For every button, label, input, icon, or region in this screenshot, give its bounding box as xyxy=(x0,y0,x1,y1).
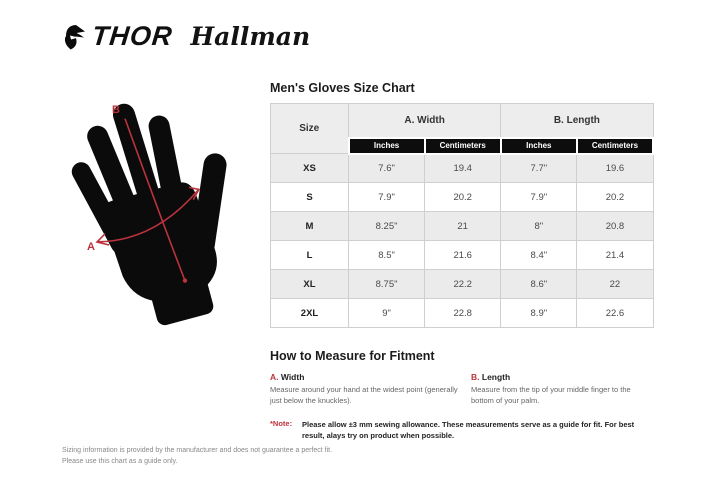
value-cell: 19.4 xyxy=(425,154,501,183)
width-centimeters-header: Centimeters xyxy=(425,138,501,154)
thor-logo-text: THOR xyxy=(90,21,175,51)
disclaimer xyxy=(62,446,332,467)
glove-label-a: A xyxy=(87,241,95,253)
thor-logo xyxy=(62,22,173,51)
fitment-title: How to Measure for Fitment xyxy=(270,349,435,363)
measure-length-name: Length xyxy=(481,372,511,382)
size-column-header: Size xyxy=(271,104,349,154)
measure-length-description: Measure from the tip of your middle finger to the bottom of your palm. xyxy=(471,385,631,405)
value-cell: 22.6 xyxy=(577,299,653,328)
value-cell: 8.75" xyxy=(349,270,425,299)
table-row xyxy=(271,212,654,241)
value-cell: 19.6 xyxy=(577,154,653,183)
hallman-logo-text: Hallman xyxy=(190,21,311,51)
size-cell: XL xyxy=(271,270,349,299)
size-cell: M xyxy=(271,212,349,241)
value-cell: 8.4" xyxy=(501,241,577,270)
length-inches-header: Inches xyxy=(501,138,577,154)
measure-width-description: Measure around your hand at the widest point (generally just below the knuckles). xyxy=(270,385,458,405)
measure-width-section xyxy=(270,372,464,407)
value-cell: 21.4 xyxy=(577,241,653,270)
value-cell: 7.6" xyxy=(349,154,425,183)
table-row xyxy=(271,270,654,299)
value-cell: 20.2 xyxy=(577,183,653,212)
width-inches-header: Inches xyxy=(349,138,425,154)
measure-length-section xyxy=(471,372,655,407)
table-row xyxy=(271,183,654,212)
table-group-header-row xyxy=(271,104,654,138)
value-cell: 8.9" xyxy=(501,299,577,328)
size-cell: XS xyxy=(271,154,349,183)
value-cell: 20.2 xyxy=(425,183,501,212)
value-cell: 8.5" xyxy=(349,241,425,270)
value-cell: 8" xyxy=(501,212,577,241)
thor-helmet-icon xyxy=(62,22,88,51)
brand-logos xyxy=(62,22,310,51)
length-group-header: B. Length xyxy=(501,104,653,138)
value-cell: 7.7" xyxy=(501,154,577,183)
value-cell: 22.2 xyxy=(425,270,501,299)
value-cell: 21 xyxy=(425,212,501,241)
value-cell: 7.9" xyxy=(501,183,577,212)
table-row xyxy=(271,154,654,183)
width-group-header: A. Width xyxy=(349,104,501,138)
disclaimer-line-1: Sizing information is provided by the manufacturer and does not guarantee a perfect fit. xyxy=(62,447,333,454)
note-text: Please allow ±3 mm sewing allowance. These measurements serve as a guide for fit. For best result, alays try on product when possible. xyxy=(302,420,635,441)
glove-measurement-diagram xyxy=(63,84,259,336)
value-cell: 22 xyxy=(577,270,653,299)
value-cell: 20.8 xyxy=(577,212,653,241)
value-cell: 7.9" xyxy=(349,183,425,212)
sizing-note xyxy=(270,419,654,442)
table-row xyxy=(271,299,654,328)
size-table xyxy=(270,103,654,328)
value-cell: 8.6" xyxy=(501,270,577,299)
size-cell: 2XL xyxy=(271,299,349,328)
note-label: *Note: xyxy=(270,419,293,428)
measure-width-heading xyxy=(270,372,464,382)
size-table-body xyxy=(271,154,654,328)
length-centimeters-header: Centimeters xyxy=(577,138,653,154)
value-cell: 21.6 xyxy=(425,241,501,270)
measure-length-letter: B. xyxy=(471,372,480,382)
value-cell: 9" xyxy=(349,299,425,328)
hallman-logo xyxy=(190,21,311,51)
measure-width-name: Width xyxy=(280,372,305,382)
measure-length-heading xyxy=(471,372,655,382)
table-row xyxy=(271,241,654,270)
size-cell: L xyxy=(271,241,349,270)
glove-label-b: B xyxy=(112,104,120,116)
size-cell: S xyxy=(271,183,349,212)
value-cell: 22.8 xyxy=(425,299,501,328)
measure-width-letter: A. xyxy=(270,372,279,382)
page-title: Men's Gloves Size Chart xyxy=(270,81,415,95)
value-cell: 8.25" xyxy=(349,212,425,241)
disclaimer-line-2: Please use this chart as a guide only. xyxy=(62,457,178,465)
